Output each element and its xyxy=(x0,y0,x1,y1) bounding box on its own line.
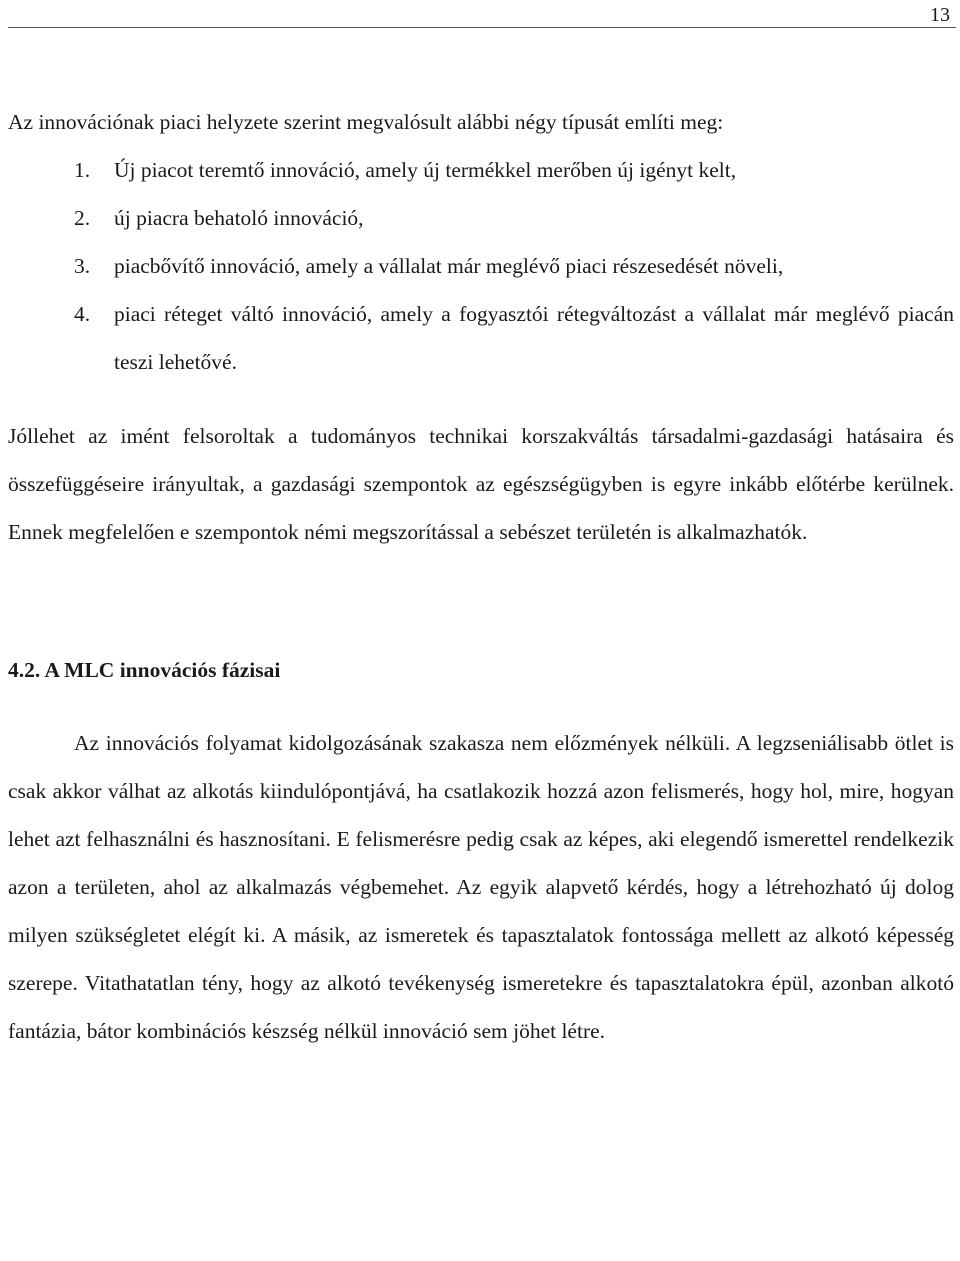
list-item xyxy=(8,146,954,194)
list-item-number: 4. xyxy=(74,302,91,326)
innovation-types-list xyxy=(8,146,954,386)
list-item-number: 3. xyxy=(74,254,91,278)
intro-paragraph: Az innovációnak piaci helyzete szerint megvalósult alábbi négy típusát említi meg: xyxy=(8,110,724,134)
body-paragraph: Jóllehet az imént felsoroltak a tudományos technikai korszakváltás társadalmi-gazdasági hatásaira és összefüggéseire irányultak, a gazdasági szempontok az egészségügyben is egyre inkább előtérbe kerülnek. Ennek megfelelően e szempontok némi megszorítással a sebészet területén is alkalmazhatók. xyxy=(8,424,954,544)
list-item-text: új piacra behatoló innováció, xyxy=(114,206,364,230)
list-item xyxy=(8,242,954,290)
list-item xyxy=(8,194,954,242)
section-heading: 4.2. A MLC innovációs fázisai xyxy=(8,658,281,682)
list-item-number: 2. xyxy=(74,206,91,230)
header-rule xyxy=(8,27,956,28)
page-number: 13 xyxy=(930,4,950,26)
document-body xyxy=(8,98,954,1055)
section-paragraph: Az innovációs folyamat kidolgozásának szakasza nem előzmények nélküli. A legzseniálisabb ötlet is csak akkor válhat az alkotás kiindulópontjává, ha csatlakozik hozzá azon felismerés, hogy hol, mire, hogyan lehet azt felhasználni és hasznosítani. E felismerésre pedig csak az képes, aki elegendő ismerettel rendelkezik azon a területen, ahol az alkalmazás végbemehet. Az egyik alapvető kérdés, hogy a létrehozható új dolog milyen szükségletet elégít ki. A másik, az ismeretek és tapasztalatok fontossága mellett az alkotó képesség szerepe. Vitathatatlan tény, hogy az alkotó tevékenység ismeretekre és tapasztalatokra épül, azonban alkotó fantázia, bátor kombinációs készség nélkül innováció sem jöhet létre. xyxy=(8,731,954,1043)
list-item-number: 1. xyxy=(74,158,91,182)
list-item-text: piaci réteget váltó innováció, amely a fogyasztói rétegváltozást a vállalat már meglévő piacán teszi lehetővé. xyxy=(114,302,954,374)
list-item xyxy=(8,290,954,386)
list-item-text: Új piacot teremtő innováció, amely új termékkel merőben új igényt kelt, xyxy=(114,158,737,182)
list-item-text: piacbővítő innováció, amely a vállalat már meglévő piaci részesedését növeli, xyxy=(114,254,784,278)
